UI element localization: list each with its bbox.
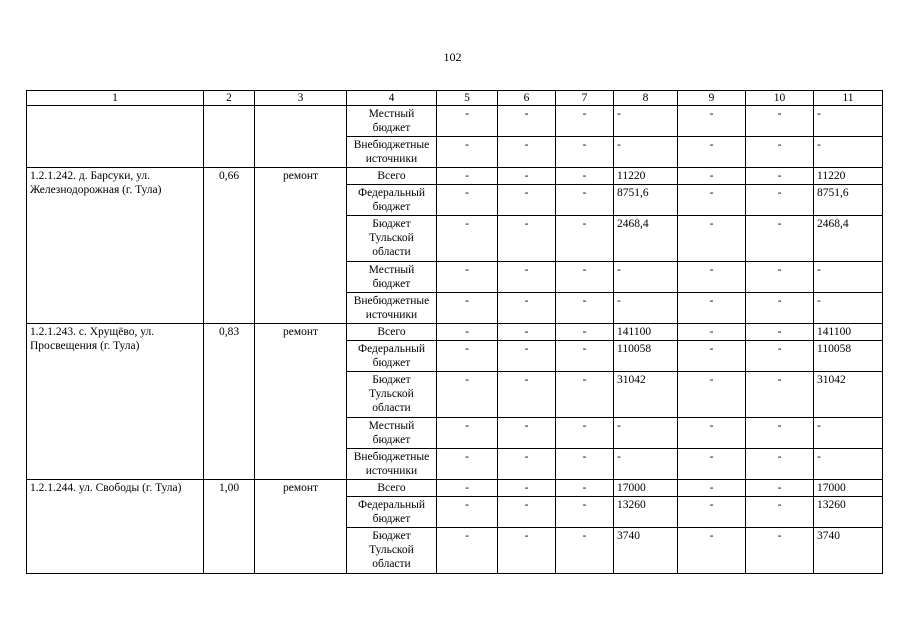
value-col-11: 31042	[814, 372, 883, 418]
value-col-5: -	[437, 216, 498, 262]
value-col-5: -	[437, 497, 498, 528]
object-cell: 1.2.1.242. д. Барсуки, ул. Железнодорожная (г. Тула)	[27, 168, 204, 324]
value-col-10: -	[746, 137, 814, 168]
budget-table	[26, 90, 883, 574]
value-col-5: -	[437, 324, 498, 341]
length-cell: 1,00	[204, 480, 255, 574]
value-col-5: -	[437, 449, 498, 480]
value-col-6: -	[498, 528, 556, 574]
value-col-6: -	[498, 480, 556, 497]
table-row	[27, 106, 883, 137]
value-col-7: -	[556, 341, 614, 372]
value-col-10: -	[746, 168, 814, 185]
value-col-9: -	[678, 168, 746, 185]
value-col-7: -	[556, 528, 614, 574]
value-col-8: -	[614, 137, 678, 168]
value-col-7: -	[556, 168, 614, 185]
column-header: 6	[498, 91, 556, 106]
value-col-7: -	[556, 449, 614, 480]
value-col-9: -	[678, 528, 746, 574]
object-cell: 1.2.1.243. с. Хрущёво, ул. Просвещения (г. Тула)	[27, 324, 204, 480]
value-col-9: -	[678, 216, 746, 262]
value-col-8: 11220	[614, 168, 678, 185]
funding-source: Бюджет Тульской области	[347, 216, 437, 262]
value-col-9: -	[678, 480, 746, 497]
work-cell: ремонт	[255, 324, 347, 480]
column-header: 8	[614, 91, 678, 106]
value-col-9: -	[678, 497, 746, 528]
value-col-7: -	[556, 293, 614, 324]
value-col-8: 2468,4	[614, 216, 678, 262]
value-col-8: 110058	[614, 341, 678, 372]
funding-source: Федеральный бюджет	[347, 497, 437, 528]
funding-source: Всего	[347, 324, 437, 341]
value-col-6: -	[498, 168, 556, 185]
value-col-7: -	[556, 185, 614, 216]
value-col-6: -	[498, 341, 556, 372]
value-col-8: -	[614, 418, 678, 449]
column-header: 11	[814, 91, 883, 106]
value-col-7: -	[556, 262, 614, 293]
value-col-6: -	[498, 324, 556, 341]
funding-source: Местный бюджет	[347, 418, 437, 449]
value-col-7: -	[556, 418, 614, 449]
column-header: 5	[437, 91, 498, 106]
value-col-8: 141100	[614, 324, 678, 341]
value-col-9: -	[678, 106, 746, 137]
value-col-10: -	[746, 418, 814, 449]
table-body	[27, 106, 883, 574]
value-col-7: -	[556, 137, 614, 168]
value-col-11: 8751,6	[814, 185, 883, 216]
value-col-9: -	[678, 418, 746, 449]
funding-source: Местный бюджет	[347, 106, 437, 137]
value-col-5: -	[437, 341, 498, 372]
value-col-11: -	[814, 418, 883, 449]
value-col-9: -	[678, 262, 746, 293]
column-header: 10	[746, 91, 814, 106]
value-col-11: -	[814, 137, 883, 168]
value-col-9: -	[678, 185, 746, 216]
page-number: 102	[443, 50, 462, 64]
column-header: 4	[347, 91, 437, 106]
value-col-7: -	[556, 480, 614, 497]
value-col-8: 8751,6	[614, 185, 678, 216]
column-header: 2	[204, 91, 255, 106]
value-col-9: -	[678, 449, 746, 480]
value-col-10: -	[746, 341, 814, 372]
value-col-6: -	[498, 418, 556, 449]
table-row	[27, 480, 883, 497]
value-col-5: -	[437, 480, 498, 497]
work-cell: ремонт	[255, 480, 347, 574]
value-col-11: 3740	[814, 528, 883, 574]
value-col-11: -	[814, 106, 883, 137]
column-header: 9	[678, 91, 746, 106]
length-cell: 0,83	[204, 324, 255, 480]
value-col-6: -	[498, 262, 556, 293]
value-col-5: -	[437, 262, 498, 293]
value-col-9: -	[678, 293, 746, 324]
value-col-6: -	[498, 137, 556, 168]
value-col-5: -	[437, 418, 498, 449]
value-col-5: -	[437, 185, 498, 216]
value-col-11: 141100	[814, 324, 883, 341]
value-col-10: -	[746, 528, 814, 574]
value-col-8: -	[614, 262, 678, 293]
value-col-7: -	[556, 497, 614, 528]
column-header: 7	[556, 91, 614, 106]
value-col-6: -	[498, 216, 556, 262]
length-cell	[204, 106, 255, 168]
value-col-8: 3740	[614, 528, 678, 574]
value-col-11: 11220	[814, 168, 883, 185]
value-col-5: -	[437, 168, 498, 185]
value-col-11: -	[814, 262, 883, 293]
value-col-11: 17000	[814, 480, 883, 497]
length-cell: 0,66	[204, 168, 255, 324]
value-col-10: -	[746, 324, 814, 341]
value-col-5: -	[437, 137, 498, 168]
value-col-11: 13260	[814, 497, 883, 528]
value-col-6: -	[498, 293, 556, 324]
value-col-11: 2468,4	[814, 216, 883, 262]
value-col-8: 31042	[614, 372, 678, 418]
funding-source: Местный бюджет	[347, 262, 437, 293]
column-header: 3	[255, 91, 347, 106]
value-col-10: -	[746, 185, 814, 216]
value-col-7: -	[556, 216, 614, 262]
value-col-9: -	[678, 341, 746, 372]
table-row	[27, 168, 883, 185]
work-cell: ремонт	[255, 168, 347, 324]
value-col-6: -	[498, 106, 556, 137]
value-col-11: 110058	[814, 341, 883, 372]
value-col-10: -	[746, 293, 814, 324]
value-col-8: 17000	[614, 480, 678, 497]
value-col-6: -	[498, 185, 556, 216]
value-col-10: -	[746, 372, 814, 418]
column-header: 1	[27, 91, 204, 106]
value-col-6: -	[498, 497, 556, 528]
value-col-8: 13260	[614, 497, 678, 528]
table-row	[27, 324, 883, 341]
value-col-9: -	[678, 324, 746, 341]
value-col-10: -	[746, 262, 814, 293]
header-row	[27, 91, 883, 106]
value-col-5: -	[437, 106, 498, 137]
value-col-7: -	[556, 324, 614, 341]
value-col-5: -	[437, 528, 498, 574]
value-col-5: -	[437, 372, 498, 418]
value-col-7: -	[556, 106, 614, 137]
work-cell	[255, 106, 347, 168]
value-col-10: -	[746, 480, 814, 497]
value-col-10: -	[746, 216, 814, 262]
value-col-10: -	[746, 497, 814, 528]
funding-source: Всего	[347, 168, 437, 185]
value-col-8: -	[614, 106, 678, 137]
funding-source: Бюджет Тульской области	[347, 372, 437, 418]
funding-source: Федеральный бюджет	[347, 341, 437, 372]
value-col-11: -	[814, 449, 883, 480]
value-col-6: -	[498, 372, 556, 418]
funding-source: Федеральный бюджет	[347, 185, 437, 216]
value-col-9: -	[678, 137, 746, 168]
funding-source: Всего	[347, 480, 437, 497]
funding-source: Внебюджетные источники	[347, 137, 437, 168]
object-cell: 1.2.1.244. ул. Свободы (г. Тула)	[27, 480, 204, 574]
value-col-8: -	[614, 293, 678, 324]
value-col-7: -	[556, 372, 614, 418]
value-col-6: -	[498, 449, 556, 480]
value-col-10: -	[746, 106, 814, 137]
value-col-11: -	[814, 293, 883, 324]
value-col-8: -	[614, 449, 678, 480]
object-cell	[27, 106, 204, 168]
value-col-5: -	[437, 293, 498, 324]
funding-source: Внебюджетные источники	[347, 449, 437, 480]
funding-source: Внебюджетные источники	[347, 293, 437, 324]
value-col-9: -	[678, 372, 746, 418]
funding-source: Бюджет Тульской области	[347, 528, 437, 574]
value-col-10: -	[746, 449, 814, 480]
